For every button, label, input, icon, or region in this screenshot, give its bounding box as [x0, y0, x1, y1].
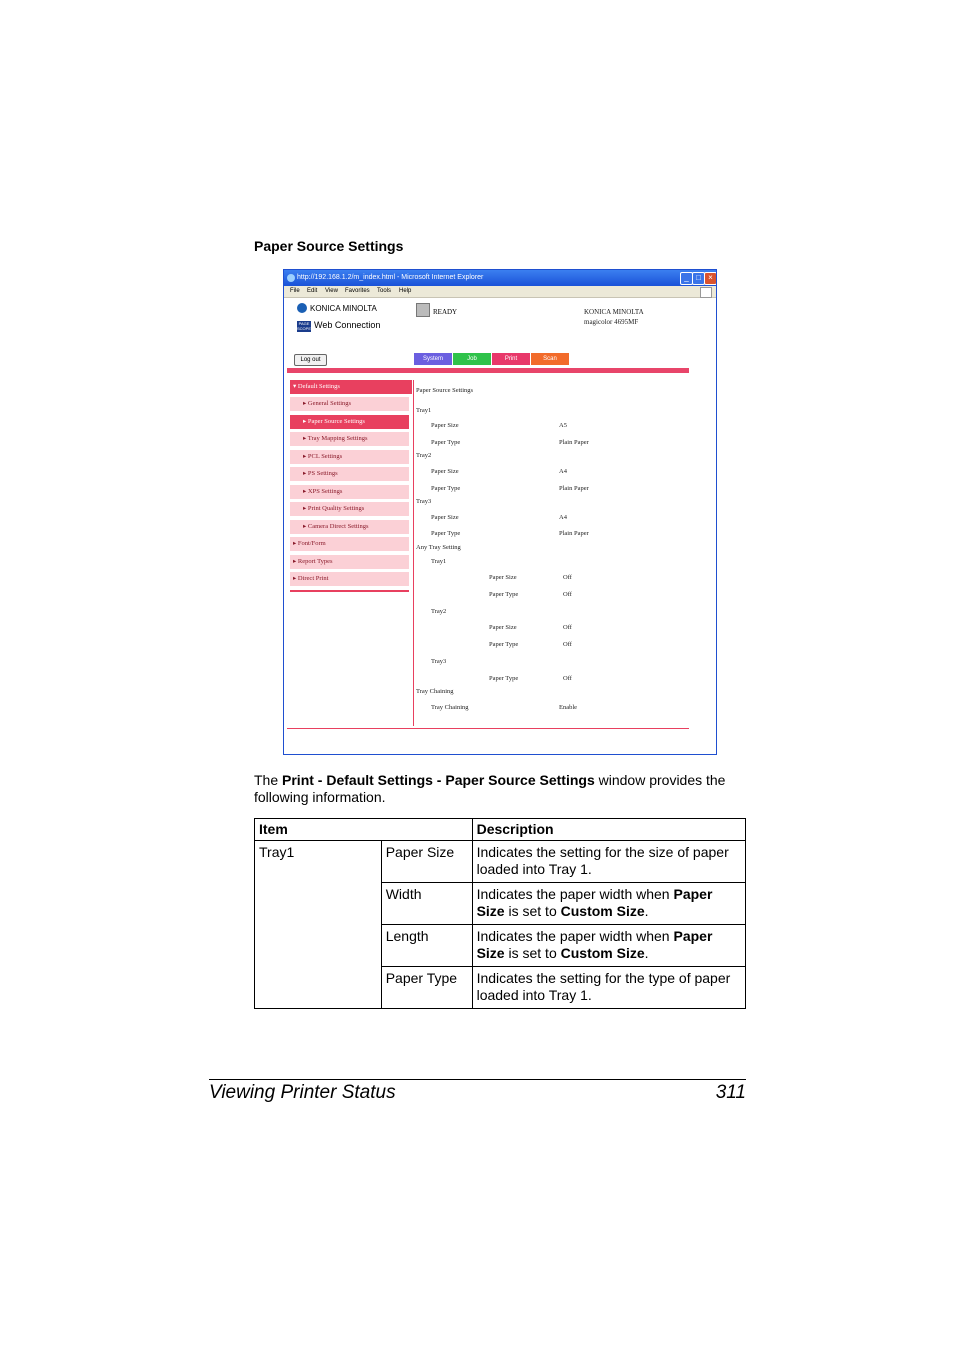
description-cell: Indicates the setting for the type of paper loaded into Tray 1.	[472, 967, 745, 1009]
sidebar-item-default-settings[interactable]: ▾ Default Settings	[290, 380, 412, 394]
any-tray1-size-label: Paper Size	[489, 574, 517, 581]
section-title: Paper Source Settings	[254, 238, 404, 254]
page-number: 311	[715, 1082, 746, 1103]
tray2-heading: Tray2	[416, 452, 432, 459]
description-cell: Indicates the paper width when Paper Size is set to Custom Size.	[472, 883, 745, 925]
printer-status: READY	[416, 303, 457, 317]
menu-file[interactable]: File	[290, 288, 300, 294]
menu-help[interactable]: Help	[399, 288, 412, 294]
sidebar-item-general-settings[interactable]: ▸ General Settings	[290, 397, 409, 411]
sidebar-item-tray-mapping-settings[interactable]: ▸ Tray Mapping Settings	[290, 432, 409, 446]
any-tray2-size-value: Off	[563, 624, 572, 631]
konica-minolta-logo: KONICA MINOLTA	[297, 303, 377, 313]
tray2-size-label: Paper Size	[431, 468, 459, 475]
model-info	[584, 307, 644, 327]
description-cell: Indicates the paper width when Paper Size is set to Custom Size.	[472, 925, 745, 967]
menu-favorites[interactable]: Favorites	[345, 288, 370, 294]
description-table	[254, 818, 746, 1009]
tray1-type-value: Plain Paper	[559, 439, 589, 446]
ie-icon	[287, 274, 295, 282]
sub-item: Width	[381, 883, 472, 925]
any-tray-heading: Any Tray Setting	[416, 544, 461, 551]
content-divider	[413, 380, 414, 726]
tray2-type-value: Plain Paper	[559, 485, 589, 492]
sidebar-item-ps-settings[interactable]: ▸ PS Settings	[290, 467, 409, 481]
sidebar-item-camera-direct-settings[interactable]: ▸ Camera Direct Settings	[290, 520, 409, 534]
any-tray2-size-label: Paper Size	[489, 624, 517, 631]
sidebar-item-direct-print[interactable]: ▸ Direct Print	[290, 572, 409, 586]
windows-flag-icon	[700, 287, 712, 298]
any-tray1-type-label: Paper Type	[489, 591, 519, 598]
browser-titlebar	[284, 270, 716, 286]
footer-rule	[209, 1079, 746, 1080]
any-tray2-label: Tray2	[431, 608, 447, 615]
browser-menubar	[284, 286, 716, 298]
tray2-type-label: Paper Type	[431, 485, 461, 492]
intro-paragraph: The Print - Default Settings - Paper Source Settings window provides the following information.	[254, 772, 726, 805]
logout-button[interactable]: Log out	[294, 354, 327, 366]
any-tray1-type-value: Off	[563, 591, 572, 598]
sub-item: Length	[381, 925, 472, 967]
table-header-row	[255, 819, 746, 841]
tray3-type-value: Plain Paper	[559, 530, 589, 537]
header-divider	[287, 368, 689, 373]
tray1-heading: Tray1	[416, 407, 432, 414]
tray2-size-value: A4	[559, 468, 567, 475]
menu-path: Print - Default Settings - Paper Source Settings	[282, 772, 595, 788]
tray3-type-label: Paper Type	[431, 530, 461, 537]
pagescope-icon: PAGE SCOPE	[297, 321, 312, 331]
any-tray2-type-label: Paper Type	[489, 641, 519, 648]
tray-chaining-label: Tray Chaining	[431, 704, 469, 711]
tab-job[interactable]: Job	[453, 353, 491, 365]
tray-chaining-value: Enable	[559, 704, 578, 711]
item-group: Tray1	[255, 841, 382, 1009]
menu-tools[interactable]: Tools	[377, 288, 392, 294]
any-tray3-label: Tray3	[431, 658, 447, 665]
tab-print[interactable]: Print	[492, 353, 530, 365]
any-tray3-type-label: Paper Type	[489, 675, 519, 682]
table-row	[255, 841, 746, 883]
tray3-size-value: A4	[559, 514, 567, 521]
tray-chaining-heading: Tray Chaining	[416, 688, 454, 695]
sidebar-item-print-quality-settings[interactable]: ▸ Print Quality Settings	[290, 502, 409, 516]
tray1-size-value: A5	[559, 422, 567, 429]
description-cell: Indicates the setting for the size of paper loaded into Tray 1.	[472, 841, 745, 883]
web-connection-logo: PAGE SCOPE Web Connection	[297, 320, 381, 331]
header-description: Description	[472, 819, 745, 841]
model-name: magicolor 4695MF	[584, 318, 639, 326]
konica-logo-icon	[297, 303, 307, 313]
browser-title: http://192.168.1.2/m_index.html - Microsoft Internet Explorer	[297, 274, 484, 281]
any-tray3-type-value: Off	[563, 675, 572, 682]
printer-icon	[416, 303, 430, 317]
any-tray2-type-value: Off	[563, 641, 572, 648]
sidebar-item-report-types[interactable]: ▸ Report Types	[290, 555, 409, 569]
footer-chapter-title: Viewing Printer Status	[209, 1082, 396, 1103]
close-icon[interactable]: ×	[704, 272, 717, 285]
menu-view[interactable]: View	[325, 288, 338, 294]
content-heading: Paper Source Settings	[416, 387, 474, 394]
minimize-icon[interactable]: _	[680, 272, 693, 285]
sidebar-item-pcl-settings[interactable]: ▸ PCL Settings	[290, 450, 409, 464]
settings-content	[416, 380, 706, 720]
sidebar-item-paper-source-settings[interactable]: ▸ Paper Source Settings	[290, 415, 409, 429]
tray1-size-label: Paper Size	[431, 422, 459, 429]
header-item: Item	[255, 819, 473, 841]
sidebar-item-font-form[interactable]: ▸ Font/Form	[290, 537, 409, 551]
sub-item: Paper Type	[381, 967, 472, 1009]
tab-system[interactable]: System	[414, 353, 452, 365]
maximize-icon[interactable]: □	[692, 272, 705, 285]
any-tray1-label: Tray1	[431, 558, 447, 565]
sidebar-item-xps-settings[interactable]: ▸ XPS Settings	[290, 485, 409, 499]
tab-scan[interactable]: Scan	[531, 353, 569, 365]
sub-item: Paper Size	[381, 841, 472, 883]
tray3-heading: Tray3	[416, 498, 432, 505]
browser-screenshot	[283, 269, 717, 755]
sidebar-end-rule	[290, 590, 409, 592]
model-vendor: KONICA MINOLTA	[584, 308, 644, 316]
any-tray1-size-value: Off	[563, 574, 572, 581]
tray1-type-label: Paper Type	[431, 439, 461, 446]
content-bottom-rule	[287, 728, 689, 729]
tray3-size-label: Paper Size	[431, 514, 459, 521]
menu-edit[interactable]: Edit	[307, 288, 318, 294]
